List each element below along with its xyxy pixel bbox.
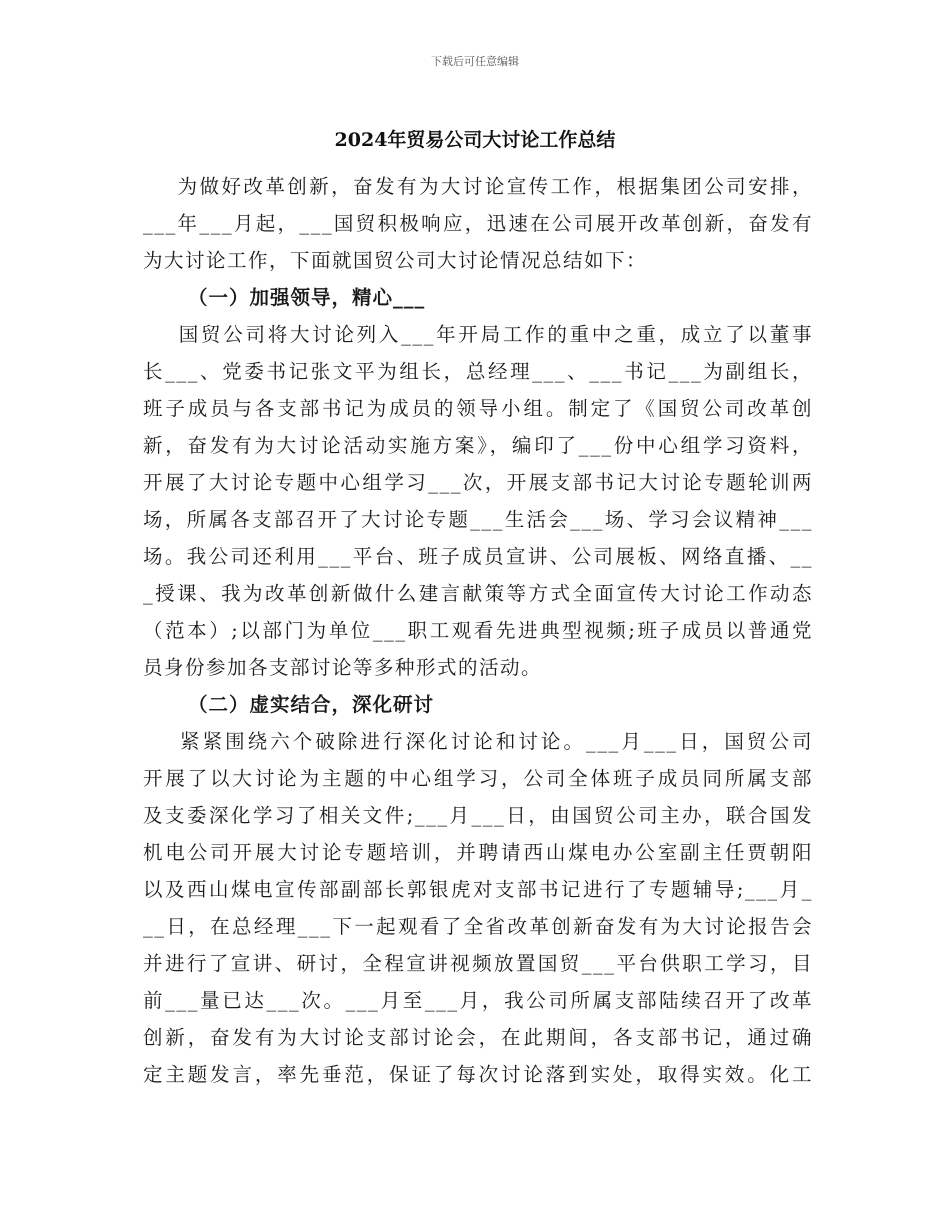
body-line: 定主题发言，率先垂范，保证了每次讨论落到实处，取得实效。化工	[143, 1063, 813, 1086]
body-line: 开展了大讨论专题中心组学习___次，开展支部书记大讨论专题轮训两	[143, 471, 813, 494]
body-line: 创新，奋发有为大讨论支部讨论会，在此期间，各支部书记，通过确	[143, 1026, 813, 1049]
body-line: 并进行了宣讲、研讨，全程宣讲视频放置国贸___平台供职工学习，目	[143, 952, 813, 975]
body-line: 长___、党委书记张文平为组长，总经理___、___书记___为副组长，	[143, 360, 813, 383]
document-title: 2024年贸易公司大讨论工作总结	[334, 129, 616, 151]
body-line: 新，奋发有为大讨论活动实施方案》，编印了___份中心组学习资料，	[143, 434, 813, 457]
body-line: 紧紧围绕六个破除进行深化讨论和讨论。___月___日，国贸公司	[143, 730, 813, 753]
body-line: （范本）;以部门为单位___职工观看先进典型视频;班子成员以普通党	[143, 619, 813, 642]
body-line: 场，所属各支部召开了大讨论专题___生活会___场、学习会议精神___	[143, 508, 813, 531]
body-line: 开展了以大讨论为主题的中心组学习，公司全体班子成员同所属支部	[143, 767, 813, 790]
body-line: 国贸公司将大讨论列入___年开局工作的重中之重，成立了以董事	[143, 323, 813, 346]
body-line: 为做好改革创新，奋发有为大讨论宣传工作，根据集团公司安排，	[143, 175, 813, 198]
body-line: __日，在总经理___下一起观看了全省改革创新奋发有为大讨论报告会	[143, 915, 813, 938]
body-line: 以及西山煤电宣传部副部长郭银虎对支部书记进行了专题辅导;___月_	[143, 878, 813, 901]
body-line: 及支委深化学习了相关文件;___月___日，由国贸公司主办，联合国发	[143, 804, 813, 827]
body-line: 班子成员与各支部书记为成员的领导小组。制定了《国贸公司改革创	[143, 397, 813, 420]
section-heading: （一）加强领导，精心___	[188, 286, 426, 309]
body-line: 为大讨论工作，下面就国贸公司大讨论情况总结如下：	[143, 249, 648, 272]
section-heading: （二）虚实结合，深化研讨	[188, 693, 435, 716]
document-body	[143, 168, 813, 1093]
body-line: 前___量已达___次。___月至___月，我公司所属支部陆续召开了改革	[143, 989, 813, 1012]
header-note: 下载后可任意编辑	[431, 55, 519, 68]
body-line: ___年___月起，___国贸积极响应，迅速在公司展开改革创新，奋发有	[143, 212, 813, 235]
body-line: 员身份参加各支部讨论等多种形式的活动。	[143, 656, 543, 679]
body-line: 场。我公司还利用___平台、班子成员宣讲、公司展板、网络直播、__	[143, 545, 813, 568]
body-line: _授课、我为改革创新做什么建言献策等方式全面宣传大讨论工作动态	[143, 582, 813, 605]
body-line: 机电公司开展大讨论专题培训，并聘请西山煤电办公室副主任贾朝阳	[143, 841, 813, 864]
